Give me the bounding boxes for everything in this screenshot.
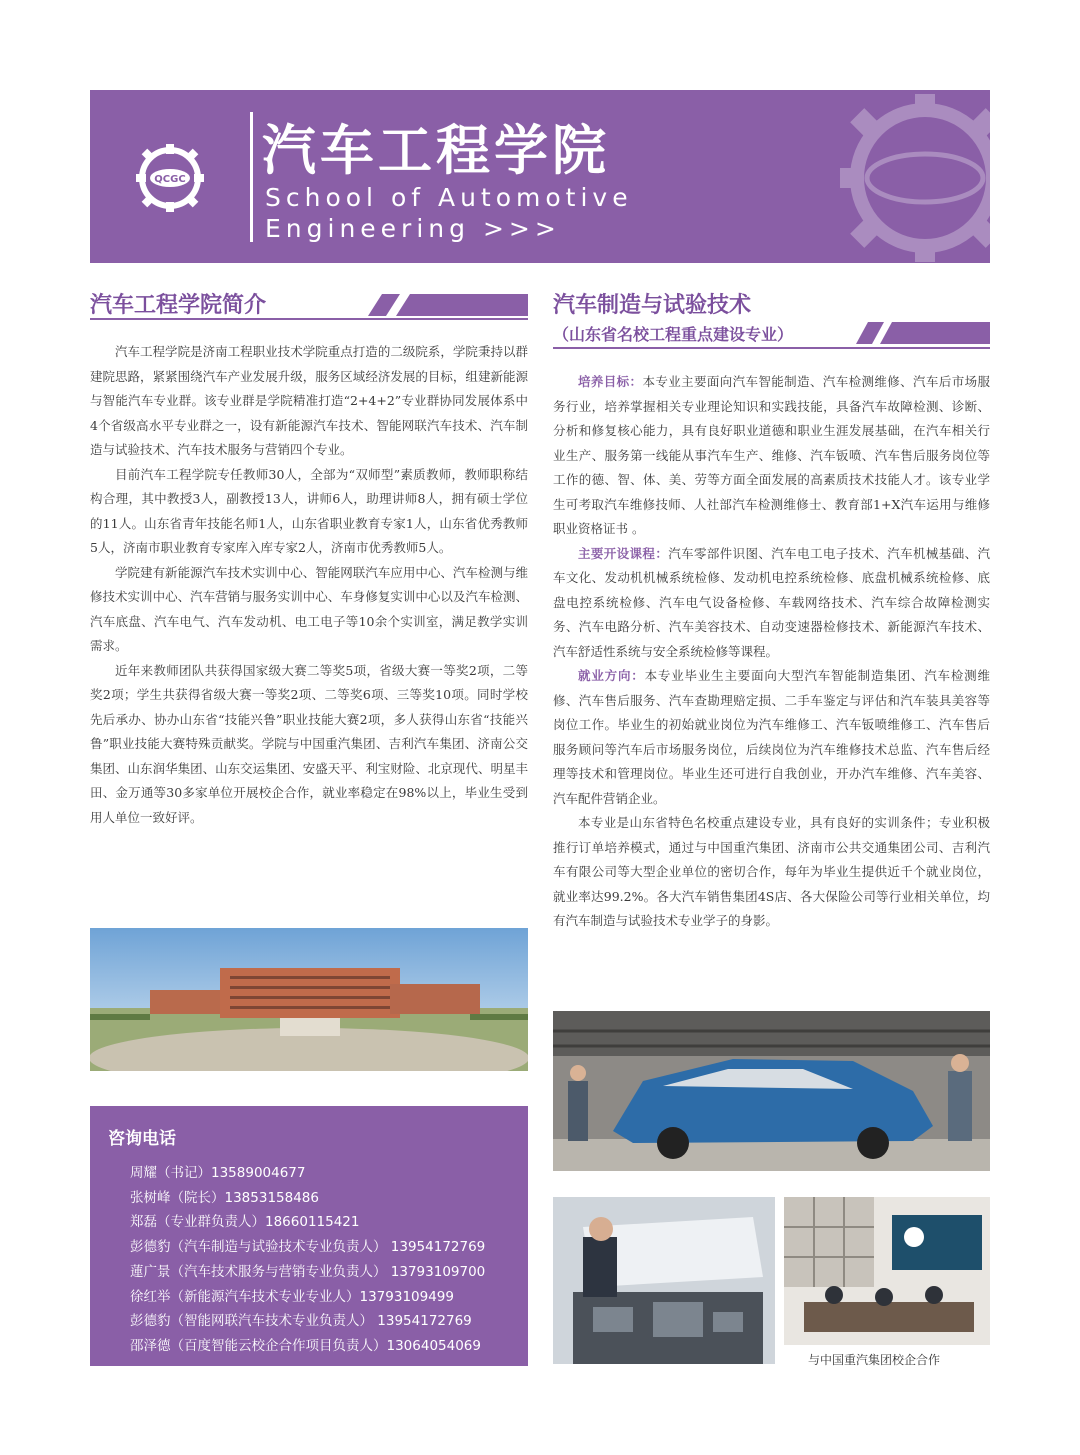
contact-title: 咨询电话 (108, 1129, 176, 1149)
meeting-room-photo (784, 1197, 990, 1345)
intro-paragraph: 学院建有新能源汽车技术实训中心、智能网联汽车应用中心、汽车检测与维修技术实训中心、汽车营销与服务实训中心、车身修复实训中心以及汽车检测、汽车底盘、汽车电气、汽车发动机、电工电子等10余个实训室，满足教学实训需求。 (90, 564, 528, 653)
contact-entry: 邵泽德（百度智能云校企合作项目负责人）13064054069 (130, 1337, 481, 1354)
intro-paragraph: 汽车工程学院是济南工程职业技术学院重点打造的二级院系，学院秉持以群建院思路，紧紧围绕汽车产业发展升级，服务区域经济发展的目标，组建新能源与智能汽车专业群。该专业群是学院精准打造“2+4+2”专业群协同发展体系中4个省级高水平专业群之一，设有新能源汽车技术、智能网联汽车技术、汽车制造与试验技术、汽车技术服务与营销四个专业。 (90, 344, 528, 457)
photo-caption: 与中国重汽集团校企合作 (808, 1353, 941, 1367)
major-section (553, 664, 990, 811)
contact-list (130, 1161, 485, 1359)
contact-panel (90, 1106, 528, 1366)
major-subheading: （山东省名校工程重点建设专业） (553, 325, 794, 344)
major-section-label: 主要开设课程： (578, 545, 669, 561)
major-section-text: 汽车零部件识图、汽车电工电子技术、汽车机械基础、汽车文化、发动机机械系统检修、发动机电控系统检修、底盘机械系统检修、底盘电控系统检修、汽车电气设备检修、车载网络技术、汽车综合故障检测实务、汽车电路分析、汽车美容技术、自动变速器检修技术、新能源汽车技术、汽车舒适性系统与安全系统检修等课程。 (553, 545, 990, 659)
major-section-text: 本专业毕业生主要面向大型汽车智能制造集团、汽车检测维修、汽车售后服务、汽车查勘理赔定损、二手车鉴定与评估和汽车装具美容等岗位工作。毕业生的初始就业岗位为汽车维修工、汽车钣喷维修工、汽车售后服务顾问等汽车后市场服务岗位，后续岗位为汽车维修技术总监、汽车售后经理等技术和管理岗位。毕业生还可进行自我创业，开办汽车维修、汽车美容、汽车配件营销企业。 (553, 668, 990, 806)
contact-entry: 彭德豹（智能网联汽车技术专业负责人） 13954172769 (130, 1313, 472, 1330)
major-section-label: 就业方向： (578, 668, 645, 683)
watermark-gear-icon (810, 90, 990, 263)
intro-text (90, 340, 528, 830)
logo-text: QCGC (154, 174, 186, 185)
engine-repair-photo (553, 1197, 775, 1364)
contact-entry: 郑磊（专业群负责人）18660115421 (130, 1214, 360, 1231)
assembly-line-photo (553, 1011, 990, 1171)
major-heading: 汽车制造与试验技术 (553, 293, 752, 318)
page-title: 汽车工程学院 (262, 119, 610, 182)
contact-entry: 蓮广景（汽车技术服务与营销专业负责人） 13793109700 (130, 1263, 486, 1280)
major-text (553, 370, 990, 934)
major-closing: 本专业是山东省特色名校重点建设专业，具有良好的实训条件；专业积极推行订单培养模式，通过与中国重汽集团、济南市公共交通集团公司、吉利汽车有限公司等大型企业单位的密切合作，每年为毕业生提供近千个就业岗位，就业率达99.2%。各大汽车销售集团4S店、各大保险公司等行业相关单位，均有汽车制造与试验技术专业学子的身影。 (553, 815, 990, 928)
contact-entry: 张树峰（院长）13853158486 (130, 1189, 319, 1206)
major-heading-underline (553, 347, 990, 349)
campus-photo (90, 928, 528, 1071)
intro-heading-underline (90, 318, 528, 320)
intro-paragraph: 近年来教师团队共获得国家级大赛二等奖5项，省级大赛一等奖2项，二等奖2项；学生共获得省级大赛一等奖2项、二等奖6项、三等奖10项。同时学校先后承办、协办山东省“技能兴鲁”职业技能大赛2项，多人获得山东省“技能兴鲁”职业技能大赛特殊贡献奖。学院与中国重汽集团、吉利汽车集团、济南公交集团、山东润华集团、山东交运集团、安盛天平、利宝财险、北京现代、明星丰田、金万通等30多家单位开展校企合作，就业率稳定在98%以上，毕业生受到用人单位一致好评。 (90, 662, 528, 825)
contact-entry: 彭德豹（汽车制造与试验技术专业负责人） 13954172769 (130, 1239, 486, 1256)
contact-entry: 周耀（书记）13589004677 (130, 1165, 306, 1181)
major-section (553, 370, 990, 542)
contact-entry: 徐红举（新能源汽车技术专业专业人）13793109499 (130, 1288, 454, 1305)
major-section-label: 培养目标： (578, 374, 643, 389)
major-section-text: 本专业主要面向汽车智能制造、汽车检测维修、汽车后市场服务行业，培养掌握相关专业理论知识和实践技能，具备汽车故障检测、诊断、分析和修复核心能力，具有良好职业道德和职业生涯发展基础，在汽车相关行业生产、服务第一线能从事汽车生产、维修、汽车钣喷、汽车售后服务岗位等工作的德、智、体、美、劳等方面全面发展的高素质技术技能人才。该专业学生可考取汽车维修技师、人社部汽车检测维修士、教育部1+X汽车运用与维修职业资格证书 。 (553, 374, 990, 536)
header-banner (90, 90, 990, 263)
major-section (553, 542, 990, 665)
intro-paragraph: 目前汽车工程学院专任教师30人，全部为“双师型”素质教师，教师职称结构合理，其中教授3人，副教授13人，讲师6人，助理讲师8人，拥有硕士学位的11人。山东省青年技能名师1人，山东省职业教育专家1人，山东省优秀教师5人，济南市职业教育专家库入库专家2人，济南市优秀教师5人。 (90, 466, 528, 555)
header-divider (250, 112, 253, 242)
page-subtitle: School of Automotive Engineering >>> (265, 183, 633, 243)
heading-stripes-icon (848, 322, 990, 344)
intro-heading: 汽车工程学院简介 (90, 293, 267, 318)
gear-logo-icon (134, 142, 206, 214)
heading-stripes-icon (356, 294, 528, 316)
